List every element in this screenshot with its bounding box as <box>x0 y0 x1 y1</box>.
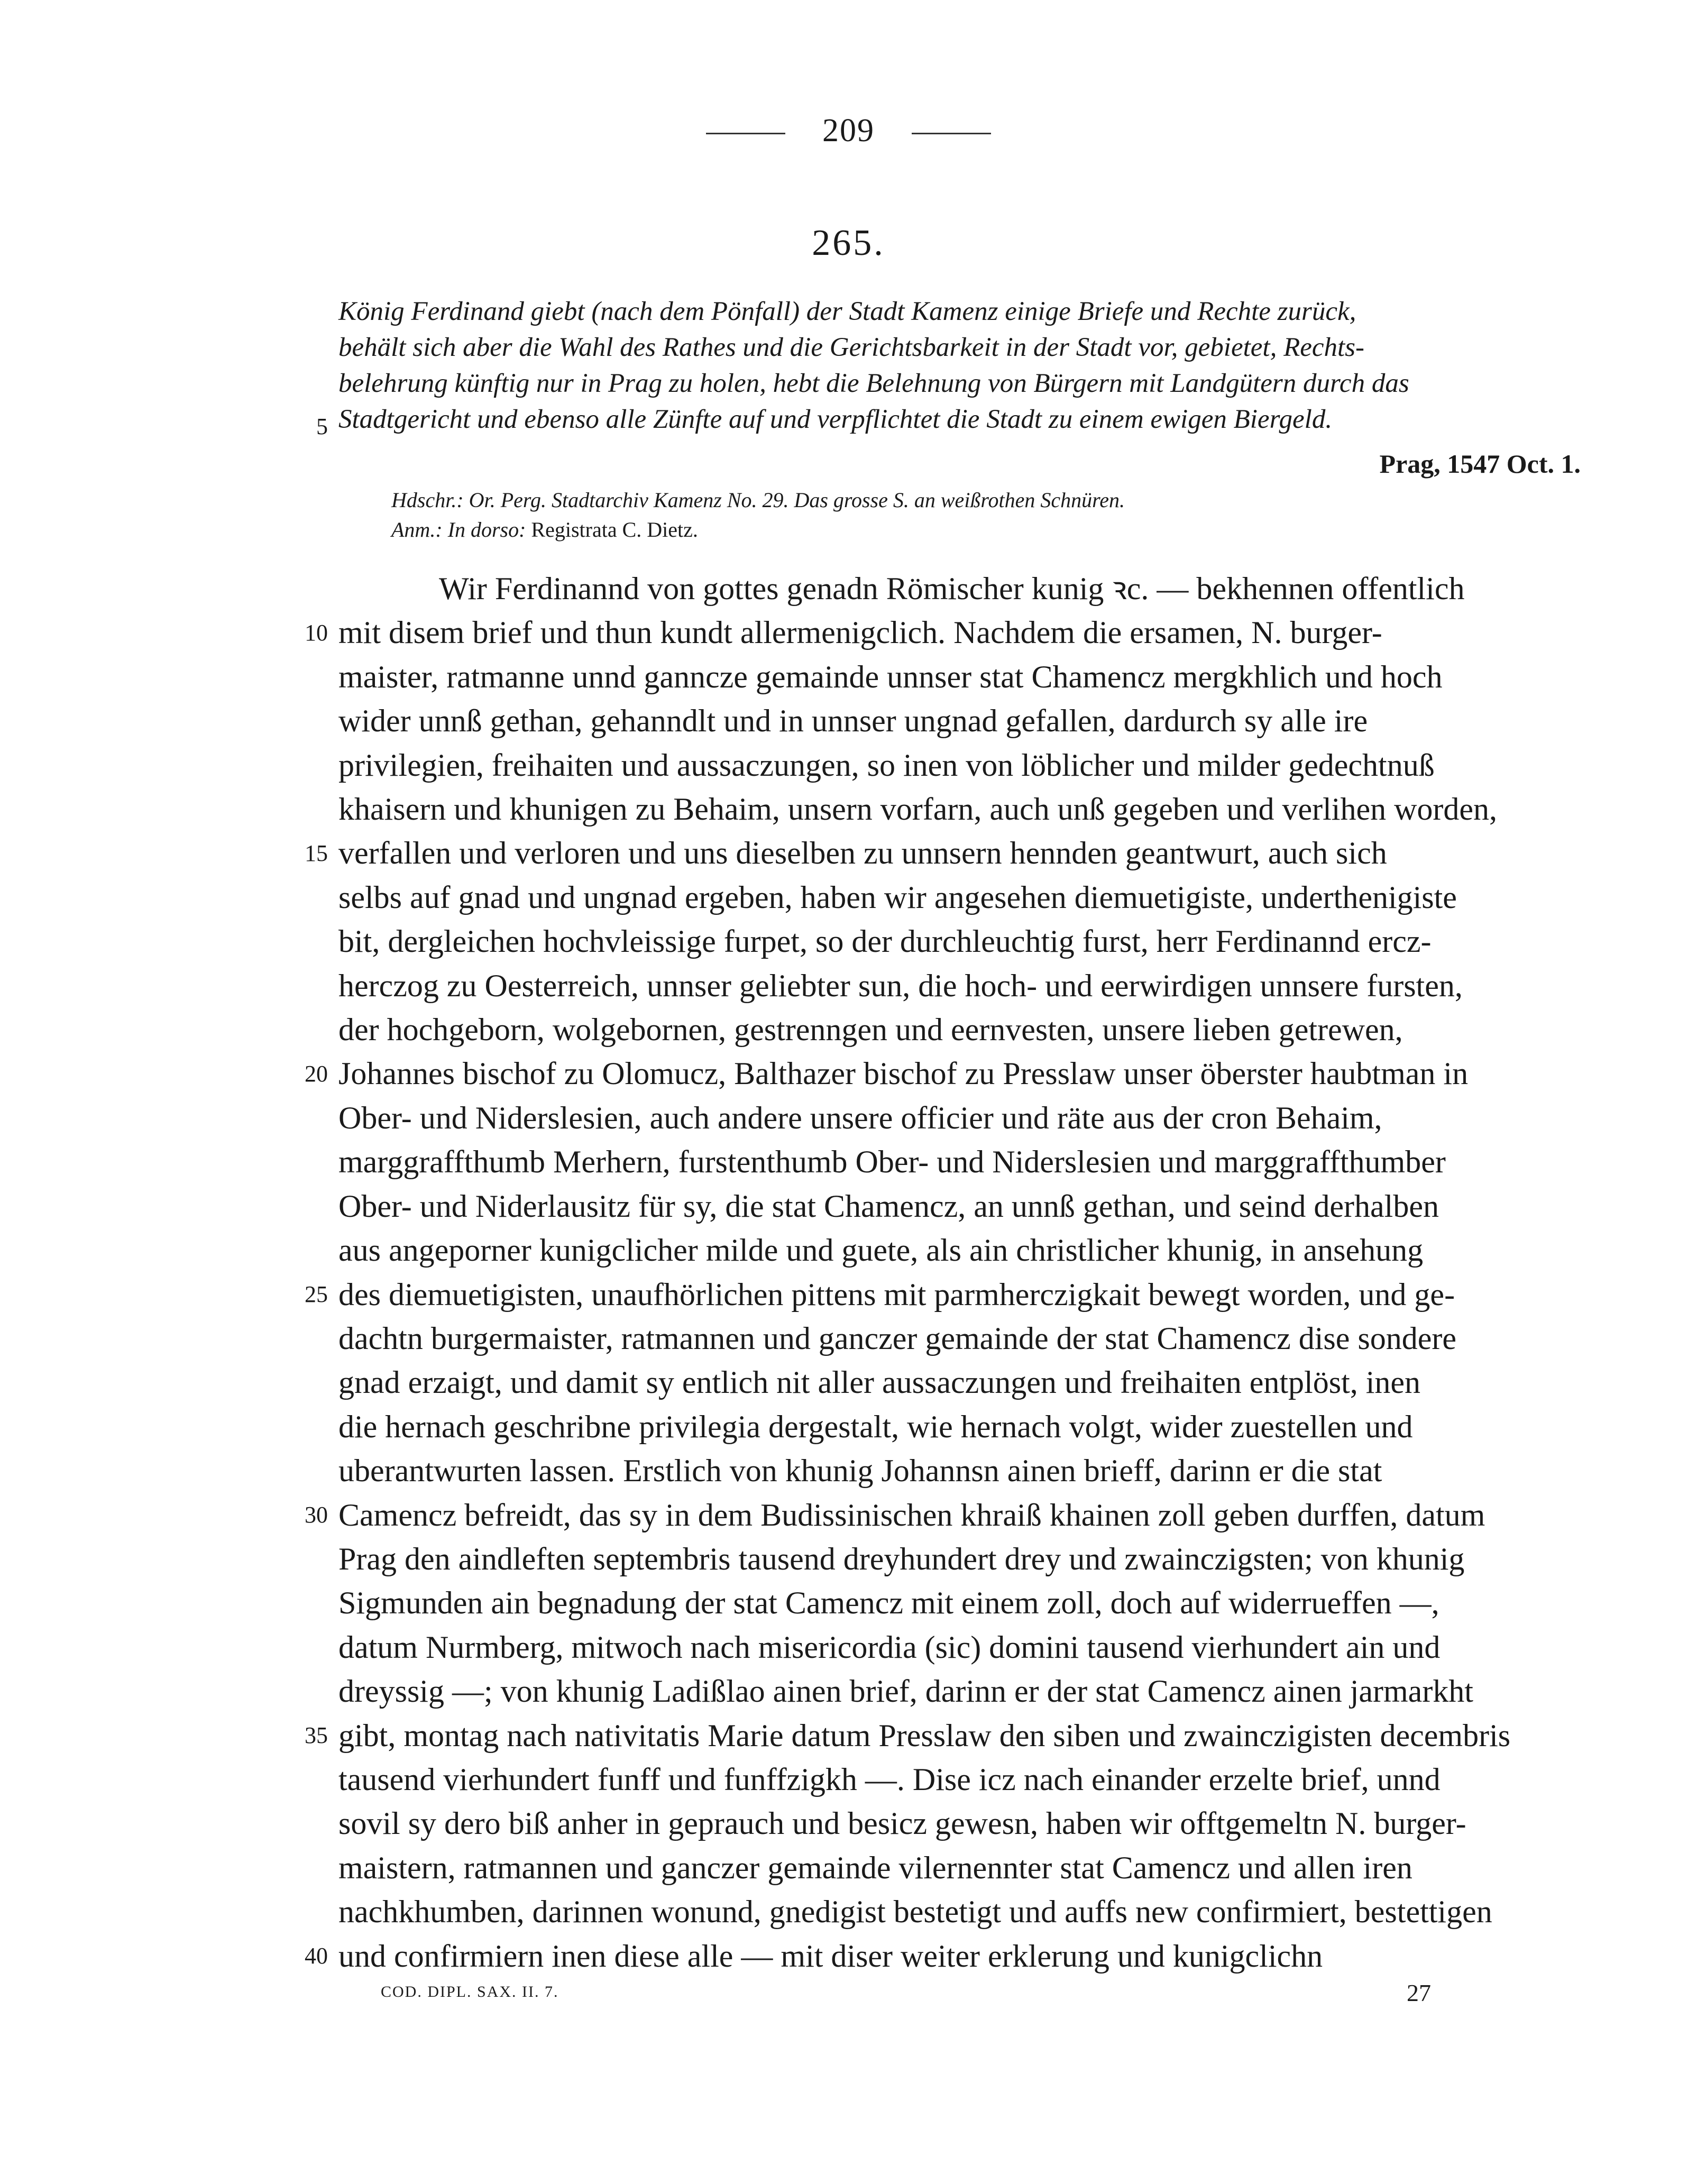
body-line: privilegien, freihaiten und aussaczungen, so inen von löblicher und milder gedechtnuß <box>338 747 1435 783</box>
dating-line: Prag, 1547 Oct. 1. <box>1379 449 1581 479</box>
body-line: selbs auf gnad und ungnad ergeben, haben wir angesehen diemuetigiste, underthenigiste <box>338 879 1457 915</box>
line-number: 40 <box>305 1943 328 1969</box>
regest-line: belehrung künftig nur in Prag zu holen, hebt die Belehnung von Bürgern mit Landgütern durch das <box>338 369 1409 398</box>
regest-line: König Ferdinand giebt (nach dem Pönfall) der Stadt Kamenz einige Briefe und Rechte zurück, <box>338 297 1356 326</box>
body-line: sovil sy dero biß anher in geprauch und besicz gewesn, haben wir offtgemeltn N. burger- <box>338 1806 1466 1841</box>
manuscript-note-label: Hdschr.: <box>391 488 464 512</box>
charter-text <box>338 567 1597 1978</box>
document-number: 265. <box>812 223 885 263</box>
manuscript-note <box>391 485 1125 515</box>
remark-note-text: Registrata C. Dietz. <box>531 518 698 542</box>
body-line: bit, dergleichen hochvleissige furpet, so der durchleuchtig furst, herr Ferdinannd ercz- <box>338 924 1432 959</box>
body-line: gibt, montag nach nativitatis Marie datum Presslaw den siben und zwainczigisten decembris <box>338 1718 1511 1753</box>
remark-note-label: Anm.: <box>391 518 443 542</box>
body-line: wider unnß gethan, gehanndlt und in unnser ungnad gefallen, dardurch sy alle ire <box>338 703 1368 739</box>
line-number: 20 <box>305 1061 328 1087</box>
body-line: des diemuetigisten, unaufhörlichen pittens mit parmherczigkait bewegt worden, und ge- <box>338 1277 1455 1312</box>
body-line: herczog zu Oesterreich, unnser geliebter sun, die hoch- und eerwirdigen unnsere fursten, <box>338 968 1463 1003</box>
running-head-left-rule <box>706 133 785 134</box>
page-number: 209 <box>822 113 875 149</box>
body-line: verfallen und verloren und uns dieselben zu unnsern hennden geantwurt, auch sich <box>338 836 1387 871</box>
body-line: Wir Ferdinannd von gottes genadn Römischer kunig ꝛc. — bekhennen offentlich <box>439 571 1465 606</box>
body-line: maistern, ratmannen und ganczer gemainde vilernennter stat Camencz und allen iren <box>338 1850 1412 1885</box>
line-number: 25 <box>305 1281 328 1307</box>
line-number: 35 <box>305 1722 328 1748</box>
body-line: Sigmunden ain begnadung der stat Camencz mit einem zoll, doch auf widerrueffen —, <box>338 1585 1439 1621</box>
remark-note-italic: In dorso: <box>447 518 526 542</box>
regest-summary <box>338 293 1597 437</box>
body-line: die hernach geschribne privilegia dergestalt, wie hernach volgt, wider zuestellen und <box>338 1409 1413 1444</box>
body-line: nachkhumben, darinnen wonund, gnedigist bestetigt und auffs new confirmiert, bestettigen <box>338 1894 1492 1930</box>
body-line: Johannes bischof zu Olomucz, Balthazer bischof zu Presslaw unser öberster haubtman in <box>338 1056 1469 1091</box>
footer-signature: COD. DIPL. SAX. II. 7. <box>381 1983 559 2001</box>
source-notes <box>391 485 1125 545</box>
footer-sheet-number: 27 <box>1407 1979 1431 2006</box>
body-line: marggraffthumb Merhern, furstenthumb Ober- und Niderslesien und marggraffthumber <box>338 1144 1446 1180</box>
body-line: maister, ratmanne unnd ganncze gemainde unnser stat Chamencz mergkhlich und hoch <box>338 659 1443 694</box>
body-line: datum Nurmberg, mitwoch nach misericordia (sic) domini tausend vierhundert ain und <box>338 1629 1441 1665</box>
body-line: khaisern und khunigen zu Behaim, unsern vorfarn, auch unß gegeben und verlihen worden, <box>338 792 1498 827</box>
regest-line: behält sich aber die Wahl des Rathes und die Gerichtsbarkeit in der Stadt vor, gebietet, Rechts- <box>338 333 1364 362</box>
body-line: Ober- und Niderslesien, auch andere unsere officier und räte aus der cron Behaim, <box>338 1100 1382 1135</box>
regest-line: Stadtgericht und ebenso alle Zünfte auf und verpflichtet die Stadt zu einem ewigen Biergeld. <box>338 405 1333 434</box>
running-head <box>0 112 1697 150</box>
body-line: uberantwurten lassen. Erstlich von khunig Johannsn ainen brieff, darinn er die stat <box>338 1453 1382 1489</box>
body-line: der hochgeborn, wolgebornen, gestrenngen und eernvesten, unsere lieben getrewen, <box>338 1012 1403 1048</box>
line-number: 5 <box>316 414 328 439</box>
body-line: mit disem brief und thun kundt allermenigclich. Nachdem die ersamen, N. burger- <box>338 615 1382 650</box>
body-line: Ober- und Niderlausitz für sy, die stat Chamencz, an unnß gethan, und seind derhalben <box>338 1188 1439 1224</box>
line-number: 10 <box>305 620 328 646</box>
body-line: tausend vierhundert funff und funffzigkh —. Dise icz nach einander erzelte brief, unnd <box>338 1761 1441 1797</box>
body-line: aus angeporner kunigclicher milde und guete, als ain christlicher khunig, in ansehung <box>338 1233 1424 1268</box>
body-line: Prag den aindleften septembris tausend dreyhundert drey und zwainczigsten; von khunig <box>338 1541 1465 1576</box>
body-line: Camencz befreidt, das sy in dem Budissinischen khraiß khainen zoll geben durffen, datum <box>338 1497 1485 1533</box>
line-number: 30 <box>305 1502 328 1528</box>
remark-note <box>391 515 1125 545</box>
body-line: gnad erzaigt, und damit sy entlich nit aller aussaczungen und freihaiten entplöst, inen <box>338 1365 1421 1400</box>
body-line: und confirmiern inen diese alle — mit diser weiter erklerung und kunigclichn <box>338 1938 1323 1974</box>
running-head-right-rule <box>912 133 991 134</box>
body-line: dachtn burgermaister, ratmannen und ganczer gemainde der stat Chamencz dise sondere <box>338 1320 1456 1356</box>
body-line: dreyssig —; von khunig Ladißlao ainen brief, darinn er der stat Camencz ainen jarmarkht <box>338 1674 1473 1709</box>
line-number: 15 <box>305 840 328 866</box>
manuscript-note-text: Or. Perg. Stadtarchiv Kamenz No. 29. Das grosse S. an weißrothen Schnüren. <box>469 488 1125 512</box>
